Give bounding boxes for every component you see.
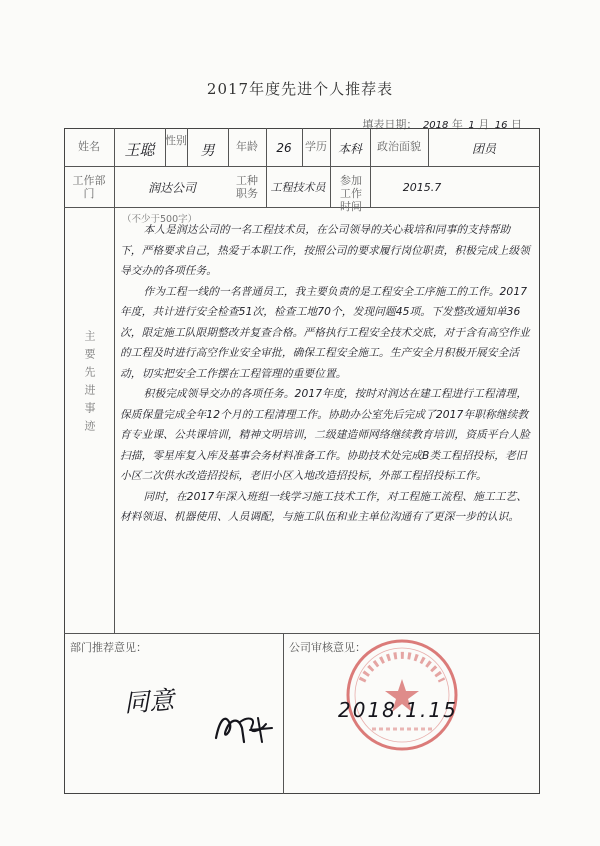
deeds-paragraph: 作为工程一线的一名普通员工，我主要负责的是工程安全工序施工的工作。2017年度，共计进行安全检查51次，检查工地70个，发现问题45项。下发整改通知单36次，限定施工队限期整改并复查合格。严格执行工程安全技术交底，对于含有高空作业的工程及时进行高空作业安全审批，确保工程安全施工。生产安全月积极开展安全活动，切实把安全工作摆在工程管理的重要位置。 — [120, 284, 530, 380]
fill-date-label: 填表日期： — [362, 118, 418, 131]
political-label: 政治面貌 — [377, 140, 421, 153]
word-count-note: （不少于500字） — [122, 214, 198, 225]
col-divider — [283, 633, 284, 794]
row-divider — [64, 633, 540, 634]
dept-opinion-handwritten: 同意 — [123, 685, 176, 718]
position-value: 工程技术员 — [270, 181, 326, 194]
fill-date-day-unit: 日 — [511, 118, 522, 131]
col-divider — [114, 207, 115, 633]
fill-date-year-unit: 年 — [451, 118, 463, 131]
age-value: 26 — [276, 141, 292, 155]
company-opinion-label: 公司审核意见： — [289, 641, 366, 654]
department-value: 润达公司 — [147, 181, 196, 195]
gender-value: 男 — [200, 143, 215, 159]
position-label: 工种职务 — [236, 174, 258, 200]
name-label: 姓名 — [78, 140, 100, 153]
gender-label: 性别 — [165, 134, 187, 147]
deeds-label — [64, 330, 114, 441]
fill-date-month-unit: 月 — [478, 118, 490, 131]
row-divider — [64, 207, 540, 208]
fill-date-day: 16 — [494, 120, 508, 131]
department-label: 工作部门 — [72, 174, 106, 200]
name-value: 王聪 — [124, 141, 155, 159]
dept-opinion-label: 部门推荐意见： — [70, 641, 147, 654]
start-date-value: 2015.7 — [402, 181, 442, 194]
deeds-text — [120, 220, 530, 528]
deeds-paragraph: 同时，在2017年深入班组一线学习施工技术工作，对工程施工流程、施工工艺、材料领退、机器使用、人员调配，与施工队伍和业主单位沟通有了更深一步的认识。 — [120, 489, 528, 523]
company-seal-image — [342, 637, 462, 753]
deeds-label-text: 主要先进事迹 — [83, 330, 96, 438]
deeds-paragraph: 积极完成领导交办的各项任务。2017年度，按时对润达在建工程进行工程清理，保质保量完成全年12个月的工程清理工作。协助办公室先后完成了2017年职称继续教育专业课、公共课培训，精神文明培训，二级建造师网络继续教育培训，资质平台人脸扫描，零星库复入库及基事会务材料准备工作。协助技术处完成B类工程招投标，老旧小区二次供水改造招投标，老旧小区入地改造招投标，外部工程招投标工作。 — [120, 387, 530, 482]
form-title: 2017年度先进个人推荐表 — [206, 80, 394, 98]
row-divider — [64, 166, 540, 167]
political-value: 团员 — [471, 142, 496, 156]
fill-date-year: 2018 — [422, 120, 449, 131]
education-value: 本科 — [337, 142, 362, 156]
start-date-label: 参加工作时间 — [340, 174, 362, 213]
deeds-paragraph: 本人是润达公司的一名工程技术员，在公司领导的关心栽培和同事的支持帮助下，严格要求自己，热爱于本职工作，按照公司的要求履行岗位职责，积极完成上级领导交办的各项任务。 — [120, 223, 530, 277]
age-label: 年龄 — [236, 140, 258, 153]
company-review-date: 2018.1.15 — [338, 698, 458, 722]
fill-date-month: 1 — [468, 120, 475, 131]
education-label: 学历 — [305, 140, 327, 153]
signature-image — [212, 708, 276, 748]
col-divider — [266, 128, 267, 207]
